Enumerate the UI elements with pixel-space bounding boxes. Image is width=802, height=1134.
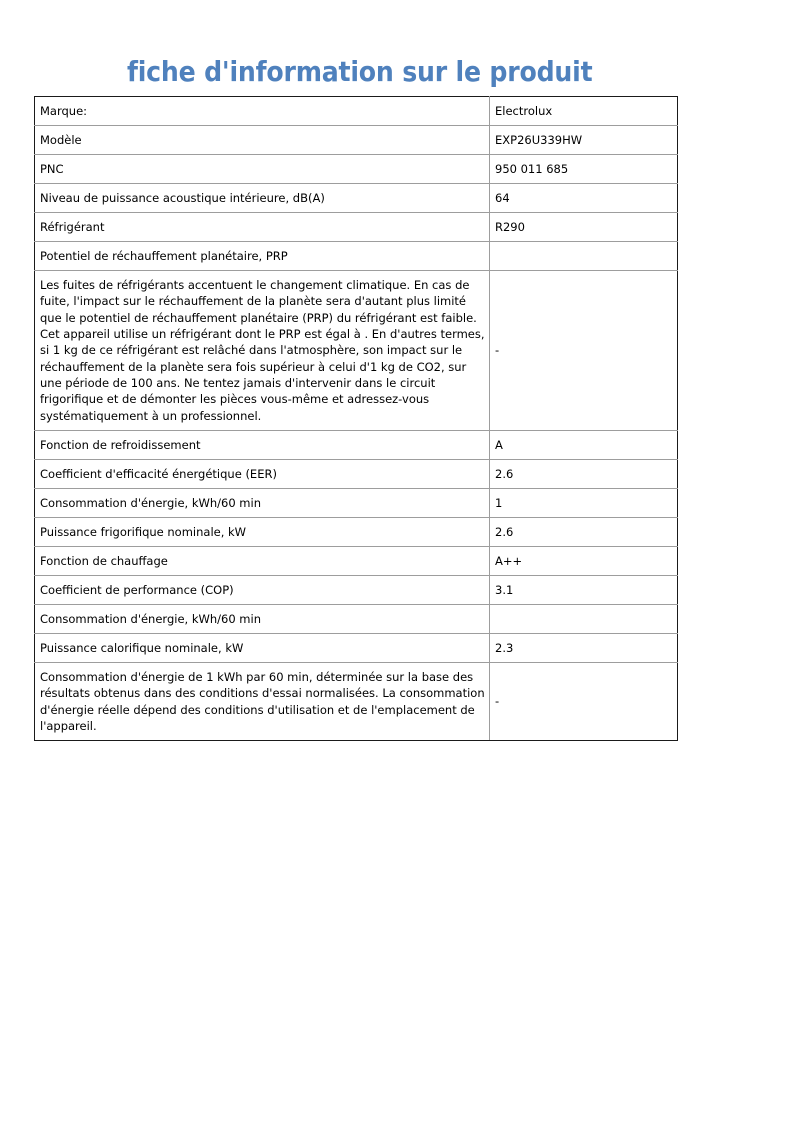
spec-value-cell <box>490 662 678 740</box>
spec-label-cell <box>35 242 490 271</box>
spec-label-cell <box>35 126 490 155</box>
spec-value-text: 3.1 <box>495 582 514 597</box>
table-row <box>35 488 678 517</box>
spec-value-text: - <box>495 694 500 709</box>
spec-label-text: Consommation d'énergie, kWh/60 min <box>40 611 261 626</box>
spec-label-text: Fonction de refroidissement <box>40 437 201 452</box>
spec-value-text: - <box>495 343 500 358</box>
spec-value-cell <box>490 97 678 126</box>
spec-value-cell <box>490 155 678 184</box>
spec-value-cell <box>490 430 678 459</box>
spec-value-cell <box>490 242 678 271</box>
spec-value-cell <box>490 604 678 633</box>
spec-label-text: Potentiel de réchauffement planétaire, PRP <box>40 248 288 263</box>
table-row <box>35 97 678 126</box>
table-row <box>35 271 678 431</box>
spec-value-cell <box>490 575 678 604</box>
spec-label-cell <box>35 488 490 517</box>
product-spec-table-body <box>35 97 678 741</box>
spec-value-cell <box>490 126 678 155</box>
spec-label-text: Réfrigérant <box>40 219 105 234</box>
spec-label-cell <box>35 575 490 604</box>
spec-label-text: Niveau de puissance acoustique intérieure, dB(A) <box>40 190 325 205</box>
spec-label-text: Coefficient d'efficacité énergétique (EER) <box>40 466 277 481</box>
spec-label-text: Puissance frigorifique nominale, kW <box>40 524 247 539</box>
spec-value-text: R290 <box>495 219 525 234</box>
spec-label-cell <box>35 546 490 575</box>
spec-value-text: 64 <box>495 190 510 205</box>
table-row <box>35 184 678 213</box>
spec-label-cell <box>35 97 490 126</box>
table-row <box>35 662 678 740</box>
spec-value-text: Electrolux <box>495 103 553 118</box>
spec-label-cell <box>35 430 490 459</box>
spec-label-cell <box>35 213 490 242</box>
spec-value-cell <box>490 517 678 546</box>
spec-label-text: Coefficient de performance (COP) <box>40 582 234 597</box>
spec-label-text: Modèle <box>40 132 82 147</box>
table-row <box>35 430 678 459</box>
spec-label-text: Fonction de chauffage <box>40 553 168 568</box>
spec-label-cell <box>35 662 490 740</box>
spec-value-cell <box>490 633 678 662</box>
table-row <box>35 155 678 184</box>
table-row <box>35 517 678 546</box>
spec-label-cell <box>35 271 490 431</box>
table-row <box>35 633 678 662</box>
spec-value-cell <box>490 488 678 517</box>
table-row <box>35 575 678 604</box>
spec-label-text: Puissance calorifique nominale, kW <box>40 640 244 655</box>
spec-value-cell <box>490 213 678 242</box>
spec-label-cell <box>35 459 490 488</box>
table-row <box>35 126 678 155</box>
spec-value-cell <box>490 459 678 488</box>
spec-value-text: 2.6 <box>495 466 514 481</box>
table-row <box>35 213 678 242</box>
table-row <box>35 459 678 488</box>
spec-value-text: EXP26U339HW <box>495 132 583 147</box>
spec-value-text: A++ <box>495 553 523 568</box>
spec-label-text: Consommation d'énergie, kWh/60 min <box>40 495 261 510</box>
spec-value-cell <box>490 271 678 431</box>
spec-value-cell <box>490 546 678 575</box>
spec-label-text: Les fuites de réfrigérants accentuent le changement climatique. En cas de fuite, l'impact sur le réchauffement de la planète sera d'autant plus limité que le potentiel de réchauffement planétaire (PRP) du réfrigérant est faible. Cet appareil utilise un réfrigérant dont le PRP est égal à . En d'autres termes, si 1 kg de ce réfrigérant est relâché dans l'atmosphère, son impact sur le réchauffement de la planète sera fois supérieur à celui d'1 kg de CO2, sur une période de 100 ans. Ne tentez jamais d'intervenir dans le circuit frigorifique et de démonter les pièces vous-même et adressez-vous systématiquement à un professionnel. <box>40 278 485 423</box>
table-row <box>35 546 678 575</box>
page-title: fiche d'information sur le produit <box>127 54 593 88</box>
table-row <box>35 604 678 633</box>
spec-label-cell <box>35 633 490 662</box>
spec-label-cell <box>35 184 490 213</box>
spec-label-cell <box>35 604 490 633</box>
spec-value-text: 2.6 <box>495 524 514 539</box>
spec-label-cell <box>35 155 490 184</box>
spec-value-text: 2.3 <box>495 640 514 655</box>
spec-label-text: Consommation d'énergie de 1 kWh par 60 min, déterminée sur la base des résultats obtenus dans des conditions d'essai normalisées. La consommation d'énergie réelle dépend des conditions d'utilisation et de l'emplacement de l'appareil. <box>40 669 485 733</box>
spec-value-text: 950 011 685 <box>495 161 569 176</box>
spec-value-text: A <box>495 437 503 452</box>
table-row <box>35 242 678 271</box>
spec-label-text: PNC <box>40 161 64 176</box>
spec-label-text: Marque: <box>40 103 88 118</box>
spec-value-text: 1 <box>495 495 503 510</box>
product-spec-table-container <box>34 96 677 741</box>
spec-label-cell <box>35 517 490 546</box>
spec-value-cell <box>490 184 678 213</box>
product-spec-table <box>34 96 678 741</box>
